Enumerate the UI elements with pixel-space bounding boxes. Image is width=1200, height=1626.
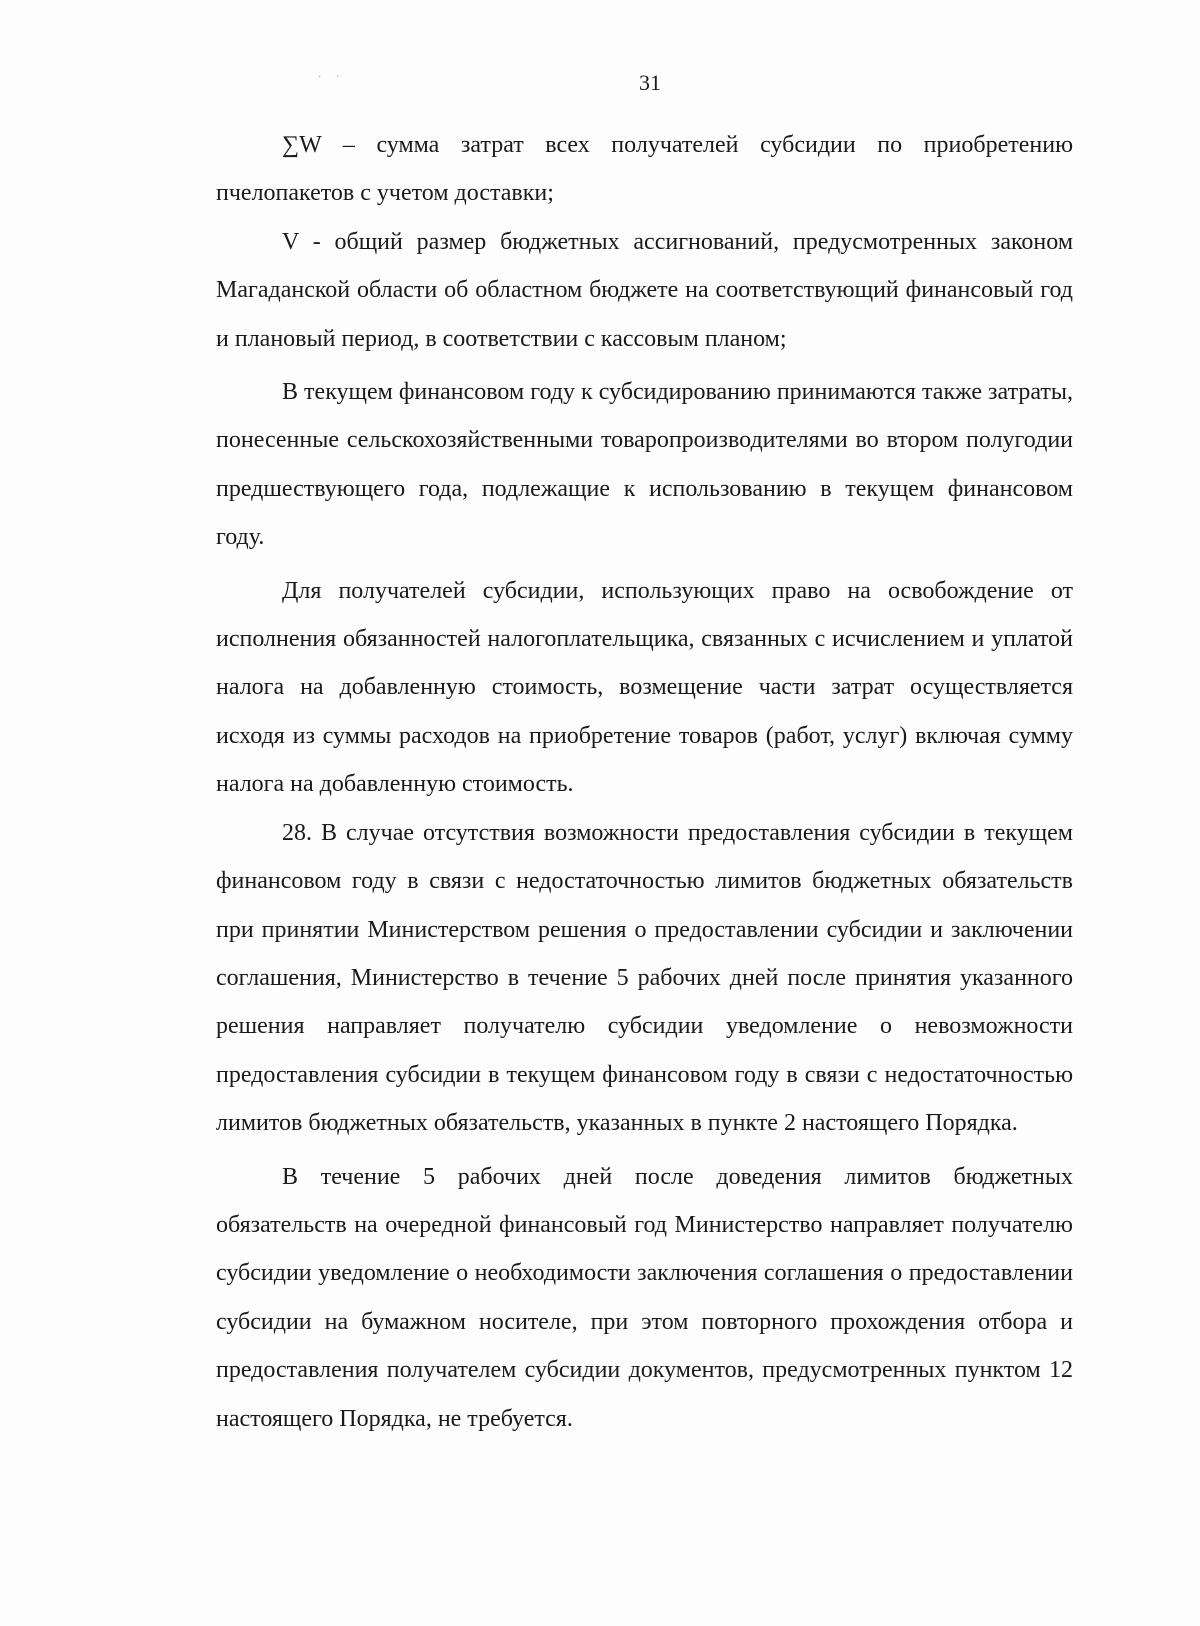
paragraph-clause-28: 28. В случае отсутствия возможности предоставления субсидии в текущем финансовом году в связи с недостаточностью лимитов бюджетных обязательств при принятии Министерством решения о предоставлении субсидии и заключении соглашения, Министерство в течение 5 рабочих дней после принятия указанного решения направляет получателю субсидии уведомление о невозможности предоставления субсидии в текущем финансовом году в связи с недостаточностью лимитов бюджетных обязательств, указанных в пункте 2 настоящего Порядка. [216, 819, 1073, 1137]
paragraph-notification: В течение 5 рабочих дней после доведения лимитов бюджетных обязательств на очередной финансовый год Министерство направляет получателю субсидии уведомление о необходимости заключения соглашения о предоставлении субсидии на бумажном носителе, при этом повторного прохождения отбора и предоставления получателем субсидии документов, предусмотренных пунктом 12 настоящего Порядка, не требуется. [216, 1163, 1073, 1432]
page-number: 31 [639, 70, 661, 95]
paragraph-sum-w: ∑W – сумма затрат всех получателей субсидии по приобретению пчелопакетов с учетом доставки; [216, 132, 1073, 207]
paragraph-v-definition: V - общий размер бюджетных ассигнований, предусмотренных законом Магаданской области об областном бюджете на соответствующий финансовый год и плановый период, в соответствии с кассовым планом; [216, 228, 1073, 352]
paragraph-vat-exemption: Для получателей субсидии, использующих право на освобождение от исполнения обязанностей налогоплательщика, связанных с исчислением и уплатой налога на добавленную стоимость, возмещение части затрат осуществляется исходя из суммы расходов на приобретение товаров (работ, услуг) включая сумму налога на добавленную стоимость. [216, 577, 1073, 798]
paragraph-current-year-costs: В текущем финансовом году к субсидированию принимаются также затраты, понесенные сельскохозяйственными товаропроизводителями во втором полугодии предшествующего года, подлежащие к использованию в текущем финансовом году. [216, 379, 1073, 551]
scan-artifact: · · [318, 72, 346, 83]
document-body [216, 121, 1073, 1443]
